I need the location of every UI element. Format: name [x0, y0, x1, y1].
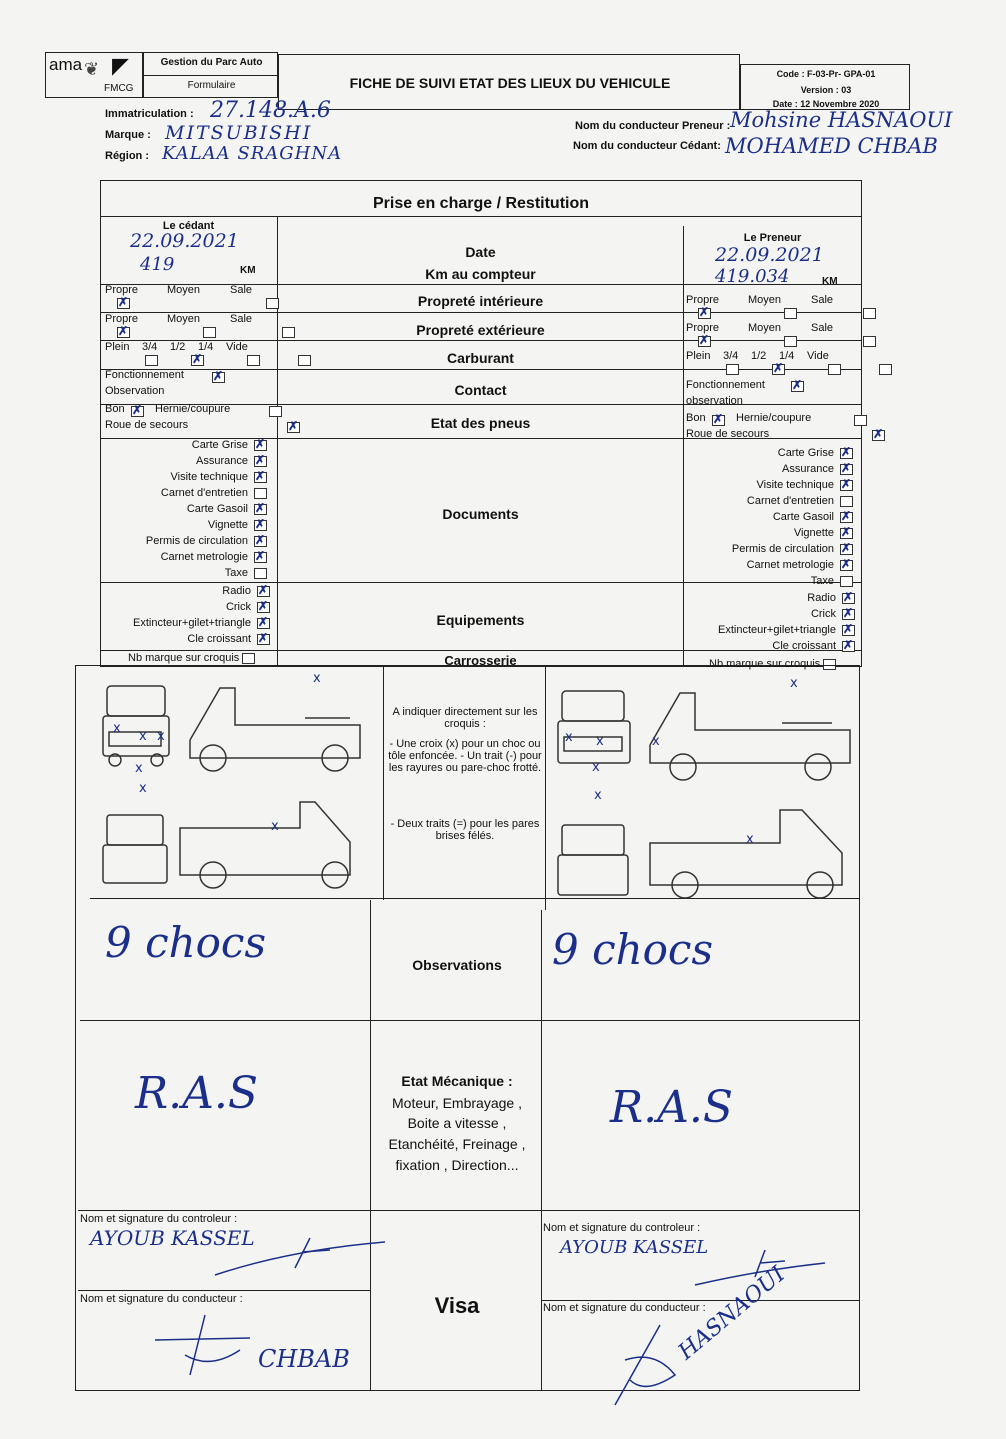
immat-value: 27.148.A.6 — [210, 98, 331, 123]
header-code-box — [740, 64, 910, 110]
svg-text:x: x — [139, 729, 147, 744]
sig-cond-right-scribble — [605, 1320, 685, 1410]
left-head: Le cédant — [162, 220, 215, 232]
right-prop-ext: Propre Moyen Sale ✗ — [686, 322, 856, 334]
sig-cond-left-scribble — [150, 1310, 260, 1385]
page-title: FICHE DE SUIVI ETAT DES LIEUX DU VEHICULE — [349, 75, 671, 91]
svg-text:x: x — [271, 819, 279, 834]
right-carburant: Plein 3/4 1/2 1/4 Vide ✗ — [686, 350, 856, 362]
row-carrosserie: Carrosserie — [444, 653, 517, 668]
svg-text:x: x — [313, 671, 321, 686]
row-km: Km au compteur — [425, 266, 536, 282]
row-carburant: Carburant — [447, 350, 514, 366]
left-km: 419 — [140, 254, 175, 275]
row-visa: Visa — [434, 1293, 480, 1318]
right-km-unit: KM — [822, 276, 838, 287]
right-equip: Radio ✗ Crick ✗ Extincteur+gilet+triangle ✗ Cle croissant ✗ — [686, 590, 855, 654]
doc-date: Date : 12 Novembre 2020 — [772, 99, 880, 109]
svg-text:x: x — [113, 721, 121, 736]
right-prop-int: Propre Moyen Sale ✗ — [686, 294, 856, 306]
right-km: 419.034 — [715, 266, 790, 287]
doc-version: Version : 03 — [800, 85, 852, 95]
svg-text:x: x — [746, 832, 754, 847]
sig-ctrl-right-name: AYOUB KASSEL — [560, 1237, 709, 1258]
leaf-icon: ❦ — [84, 59, 100, 79]
croquis-instr-2: - Une croix (x) pour un choc ou tôle enfoncée. - Un trait (-) pour les rayures ou pare-choc frotté. — [388, 738, 542, 774]
row-date: Date — [465, 244, 496, 260]
svg-text:x: x — [135, 761, 143, 776]
left-prop-int: Propre Moyen Sale ✗ — [105, 284, 275, 296]
mech-left: R.A.S — [135, 1068, 259, 1119]
logo-fmcg: FMCG — [104, 83, 134, 94]
cedant-value: MOHAMED CHBAB — [725, 134, 938, 158]
svg-text:x: x — [594, 788, 602, 803]
left-km-unit: KM — [240, 265, 256, 276]
svg-text:x: x — [652, 734, 660, 749]
cedant-label: Nom du conducteur Cédant: — [573, 140, 721, 152]
sig-ctrl-left-scribble — [210, 1230, 390, 1280]
sig-cond-right-name: HASNAOUI — [673, 1261, 791, 1365]
svg-text:x: x — [592, 760, 600, 775]
row-prop-ext: Propreté extérieure — [416, 322, 545, 338]
mech-right: R.A.S — [610, 1082, 734, 1133]
obs-right: 9 chocs — [552, 925, 714, 974]
mech-line-3: Etanchéité, Freinage , — [388, 1136, 526, 1152]
right-nb-marque: Nb marque sur croquis — [709, 658, 836, 670]
row-contact: Contact — [454, 382, 507, 398]
sig-cond-right-title: Nom et signature du conducteur : — [543, 1302, 706, 1314]
croquis-instr-1: A indiquer directement sur les croquis : — [392, 706, 538, 730]
mech-title: Etat Mécanique : — [401, 1073, 513, 1089]
svg-text:x: x — [790, 676, 798, 691]
left-prop-ext: Propre Moyen Sale ✗ — [105, 313, 275, 325]
logo-ama: ama — [49, 55, 83, 74]
mech-line-4: fixation , Direction... — [395, 1157, 519, 1173]
doc-code: Code : F-03-Pr- GPA-01 — [776, 69, 876, 79]
svg-text:x: x — [596, 734, 604, 749]
svg-text:x: x — [139, 781, 147, 796]
dept-label: Gestion du Parc Auto — [160, 57, 263, 68]
left-nb-marque: Nb marque sur croquis — [128, 652, 255, 664]
left-equip: Radio ✗ Crick ✗ Extincteur+gilet+triangle ✗ Cle croissant ✗ — [105, 583, 270, 647]
doc-type-label: Formulaire — [187, 80, 236, 91]
sig-ctrl-left-name: AYOUB KASSEL — [90, 1226, 255, 1250]
right-date: 22.09.2021 — [715, 244, 824, 266]
row-prop-int: Propreté intérieure — [417, 293, 544, 309]
left-date: 22.09.2021 — [130, 230, 239, 252]
header-logo-box — [45, 52, 143, 98]
right-pneus: Bon ✗ Hernie/coupure Roue de secours ✗ — [686, 412, 858, 424]
obs-left: 9 chocs — [105, 918, 267, 967]
right-docs: Carte Grise ✗ Assurance ✗ Visite technique ✗ Carnet d'entretien Carte Gasoil ✗ Vignette ✗ Permis de circulation ✗ Carnet metrologie ✗ Taxe — [686, 445, 853, 589]
left-contact: Fonctionnement ✗ Observation — [105, 369, 275, 381]
mech-line-2: Boite a vitesse , — [407, 1115, 507, 1131]
svg-text:x: x — [565, 730, 573, 745]
sig-ctrl-left-title: Nom et signature du controleur : — [80, 1213, 238, 1225]
preneur-label: Nom du conducteur Preneur : — [575, 120, 731, 132]
croquis-instr-3: - Deux traits (=) pour les pares brises félés. — [390, 818, 540, 842]
croquis-left — [95, 670, 380, 895]
row-equipements: Equipements — [436, 612, 525, 628]
croquis-right — [550, 675, 855, 905]
right-head: Le Preneur — [743, 232, 802, 244]
fmcg-arrow-icon: ◤ — [112, 53, 129, 78]
row-pneus: Etat des pneus — [430, 415, 531, 431]
region-value: KALAA SRAGHNA — [162, 143, 343, 164]
sig-ctrl-right-title: Nom et signature du controleur : — [543, 1222, 701, 1234]
left-carburant: Plein 3/4 1/2 1/4 Vide ✗ — [105, 341, 275, 353]
left-pneus: Bon ✗ Hernie/coupure Roue de secours ✗ — [105, 403, 275, 415]
sig-cond-left-name: CHBAB — [258, 1345, 350, 1373]
immat-label: Immatriculation : — [105, 108, 194, 120]
preneur-value: Mohsine HASNAOUI — [730, 108, 953, 132]
right-contact: Fonctionnement ✗ observation — [686, 379, 856, 391]
marque-value: MITSUBISHI — [165, 122, 313, 144]
row-observations: Observations — [412, 957, 502, 973]
left-docs: Carte Grise ✗ Assurance ✗ Visite technique ✗ Carnet d'entretien Carte Gasoil ✗ Vignette ✗ Permis de circulation ✗ Carnet metrologie ✗ Taxe — [105, 437, 267, 581]
region-label: Région : — [105, 150, 149, 162]
sig-cond-left-title: Nom et signature du conducteur : — [80, 1293, 243, 1305]
mech-line-1: Moteur, Embrayage , — [392, 1095, 522, 1111]
svg-text:x: x — [157, 729, 165, 744]
marque-label: Marque : — [105, 129, 151, 141]
header-dept-box — [143, 52, 278, 98]
row-documents: Documents — [442, 506, 519, 522]
table-title: Prise en charge / Restitution — [372, 195, 590, 212]
header-title-box — [278, 54, 740, 110]
